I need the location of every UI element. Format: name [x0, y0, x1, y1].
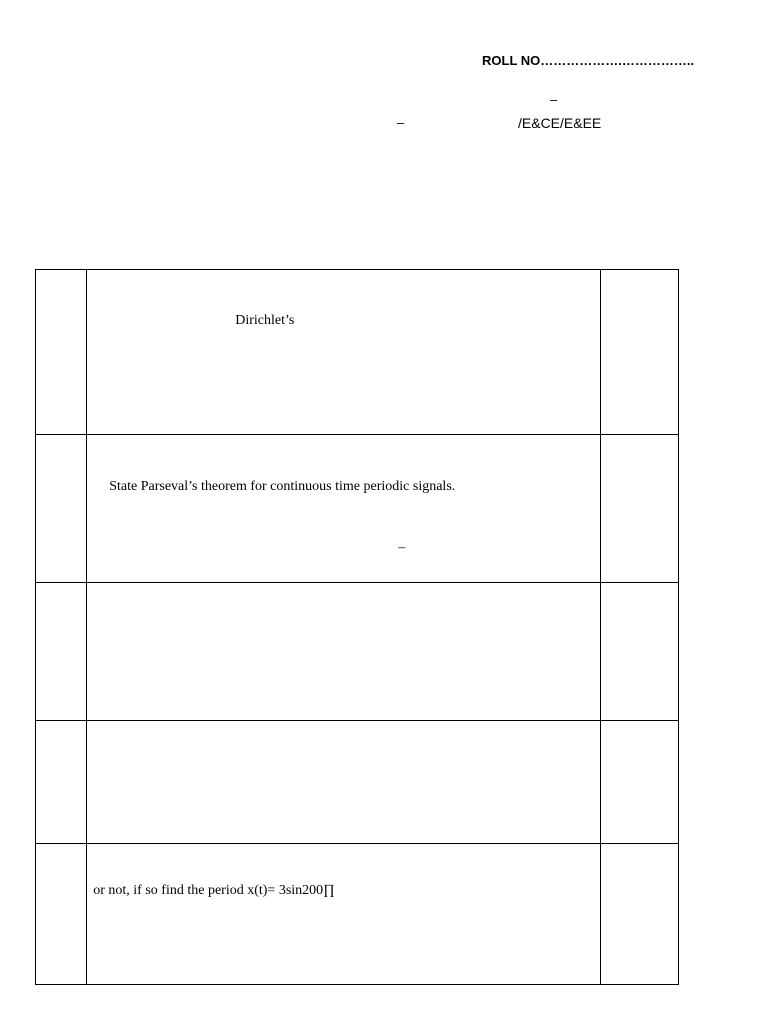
- question-row: [36, 721, 679, 844]
- question-row: [36, 583, 679, 721]
- header-dash-left: –: [397, 115, 405, 130]
- marks-cell: [600, 721, 678, 844]
- marks-cell: [600, 844, 678, 985]
- question-number-cell: [36, 721, 87, 844]
- question-text: Dirichlet’s: [235, 313, 295, 328]
- question-cell: [87, 583, 600, 721]
- branch-label: /E&CE/E&EE: [518, 115, 602, 131]
- question-cell: [87, 435, 600, 583]
- question-cell: [87, 270, 600, 435]
- marks-cell: [600, 583, 678, 721]
- question-row: [36, 844, 679, 985]
- question-table: [35, 269, 679, 985]
- marks-cell: [600, 435, 678, 583]
- question-cell: [87, 721, 600, 844]
- marks-cell: [600, 270, 678, 435]
- question-text: State Parseval’s theorem for continuous time periodic signals.: [109, 479, 456, 494]
- question-row: [36, 435, 679, 583]
- question-row: [36, 270, 679, 435]
- question-number-cell: [36, 583, 87, 721]
- question-text: or not, if so find the period x(t)= 3sin200∏: [93, 883, 335, 898]
- question-dash: –: [398, 540, 406, 555]
- question-number-cell: [36, 435, 87, 583]
- header-dash-top: –: [550, 92, 558, 107]
- question-number-cell: [36, 270, 87, 435]
- roll-number-label: ROLL NO……………….……………..: [482, 53, 695, 68]
- question-number-cell: [36, 844, 87, 985]
- question-cell: [87, 844, 600, 985]
